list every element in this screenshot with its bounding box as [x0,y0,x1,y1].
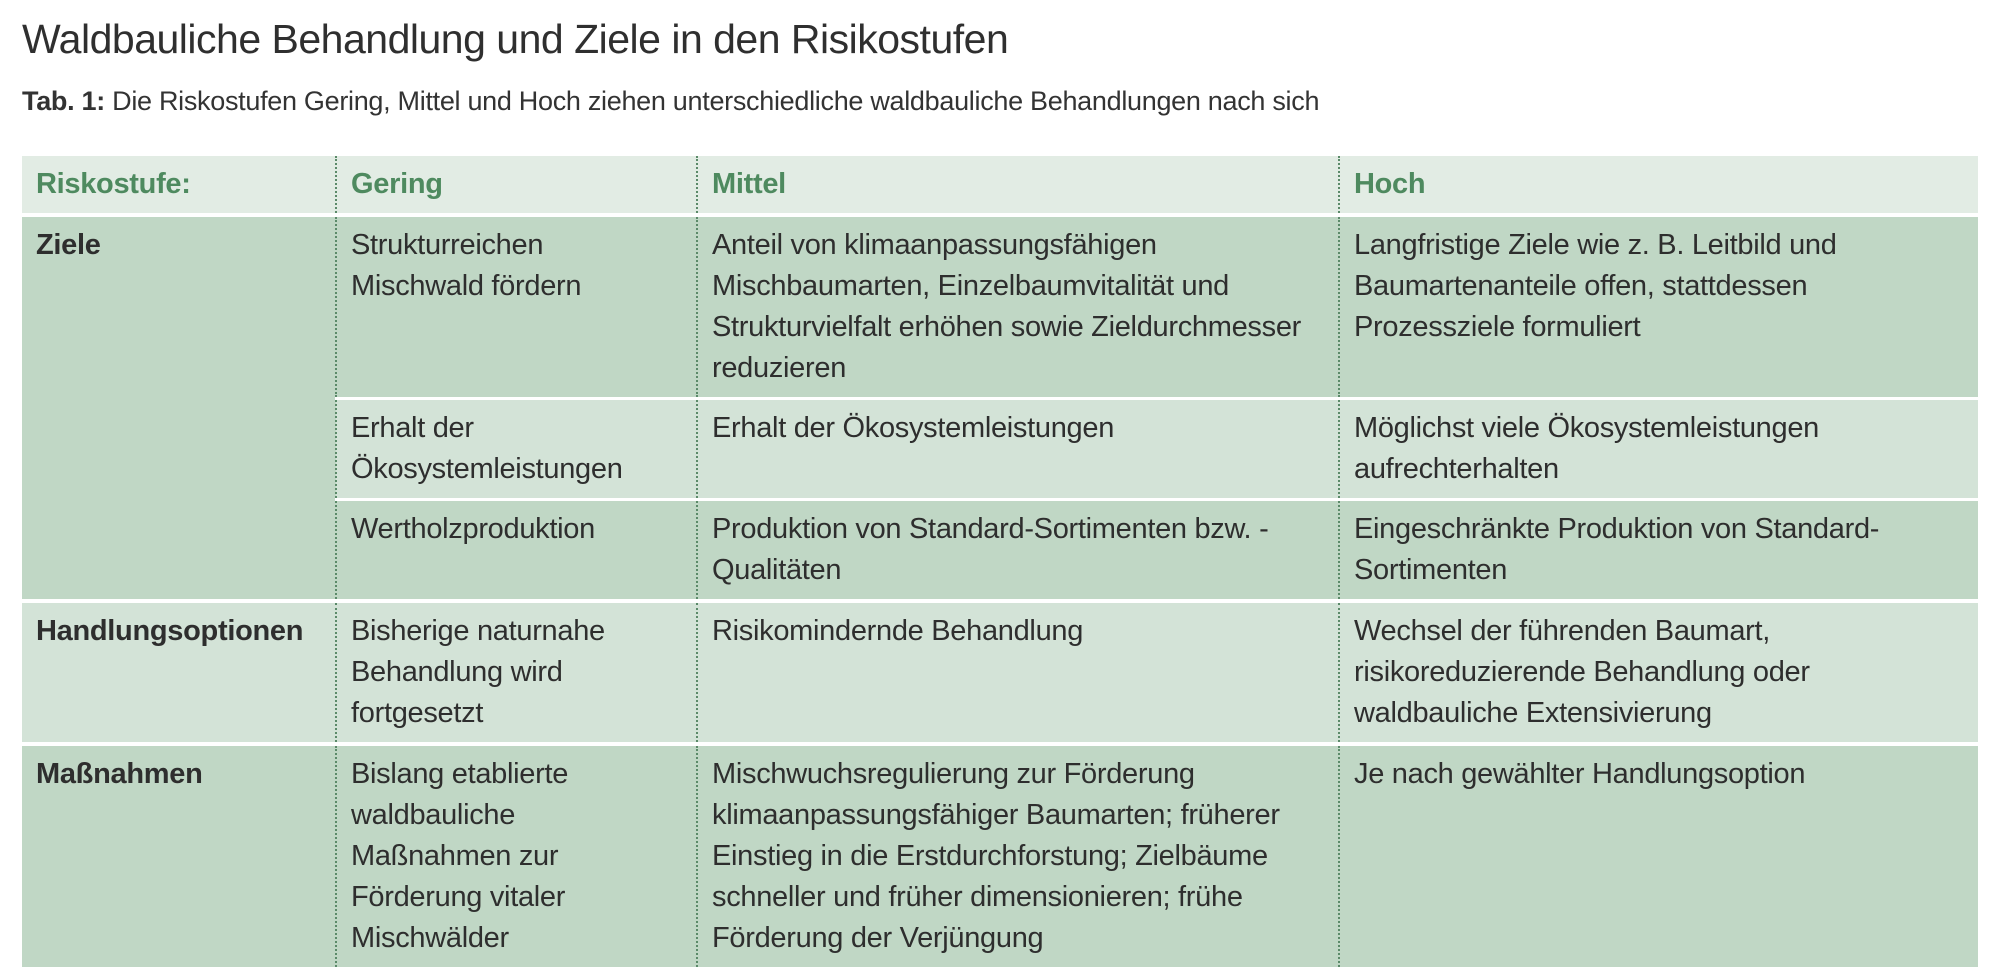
header-riskostufe: Riskostufe: [22,156,336,215]
table-caption [22,86,1319,117]
cell-ziele-mittel-3: Produktion von Standard-Sortimenten bzw. -Qualitäten [697,500,1339,602]
header-hoch: Hoch [1339,156,1978,215]
caption-text: Die Riskostufen Gering, Mittel und Hoch ziehen unterschiedliche waldbauliche Behandlungen nach sich [112,86,1320,116]
row-label-handlungsoptionen: Handlungsoptionen [22,601,336,744]
row-label-ziele: Ziele [22,215,336,601]
cell-handlung-mittel: Risikomindernde Behandlung [697,601,1339,744]
cell-massnahmen-mittel: Mischwuchsregulierung zur Förderung klimaanpassungsfähiger Baumarten; früherer Einstieg in die Erstdurchforstung; Zielbäume schneller und früher dimensionieren; frühe Förderung der Verjüngung [697,744,1339,967]
cell-ziele-hoch-2: Möglichst viele Ökosystemleistungen aufrechterhalten [1339,399,1978,500]
table-header-row [22,156,1978,215]
header-mittel: Mittel [697,156,1339,215]
cell-ziele-gering-1: Strukturreichen Mischwald fördern [336,215,697,399]
cell-ziele-mittel-2: Erhalt der Ökosystemleistungen [697,399,1339,500]
cell-ziele-hoch-1: Langfristige Ziele wie z. B. Leitbild und Baumartenanteile offen, stattdessen Prozessziele formuliert [1339,215,1978,399]
cell-massnahmen-hoch: Je nach gewählter Handlungsoption [1339,744,1978,967]
table-row [22,744,1978,967]
cell-massnahmen-gering: Bislang etablierte waldbauliche Maßnahmen zur Förderung vitaler Mischwälder [336,744,697,967]
risk-table [22,156,1978,967]
cell-handlung-gering: Bisherige naturnahe Behandlung wird fortgesetzt [336,601,697,744]
table-row [22,601,1978,744]
cell-ziele-gering-2: Erhalt der Ökosystemleistungen [336,399,697,500]
cell-ziele-mittel-1: Anteil von klimaanpassungsfähigen Mischbaumarten, Einzelbaumvitalität und Strukturvielfalt erhöhen sowie Zieldurchmesser reduzieren [697,215,1339,399]
cell-handlung-hoch: Wechsel der führenden Baumart, risikoreduzierende Behandlung oder waldbauliche Extensivierung [1339,601,1978,744]
table-row [22,215,1978,399]
row-label-massnahmen: Maßnahmen [22,744,336,967]
header-gering: Gering [336,156,697,215]
page-title: Waldbauliche Behandlung und Ziele in den Risikostufen [22,16,1009,62]
cell-ziele-gering-3: Wertholzproduktion [336,500,697,602]
cell-ziele-hoch-3: Eingeschränkte Produktion von Standard-Sortimenten [1339,500,1978,602]
caption-label: Tab. 1: [22,86,105,116]
